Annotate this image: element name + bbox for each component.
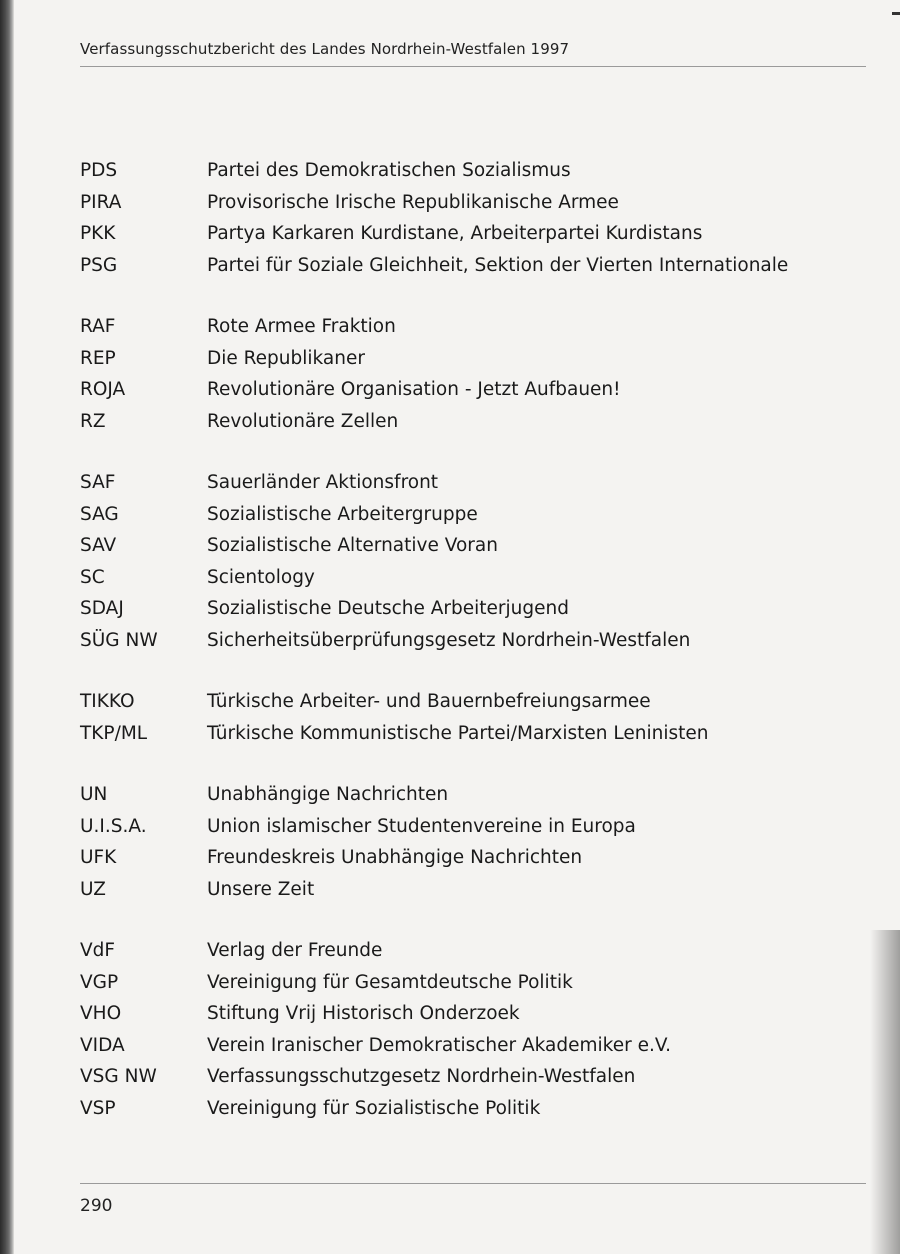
abbreviation: VIDA bbox=[80, 1034, 125, 1056]
definition: Sozialistische Alternative Voran bbox=[207, 535, 498, 556]
abbreviation: SAV bbox=[80, 535, 117, 556]
definition: Unsere Zeit bbox=[207, 878, 315, 900]
scan-corner-mark bbox=[892, 12, 900, 15]
list-item bbox=[80, 499, 870, 531]
list-item bbox=[80, 998, 870, 1030]
abbreviation-group-s bbox=[80, 467, 870, 656]
list-item bbox=[80, 625, 870, 657]
list-item bbox=[80, 593, 870, 625]
list-item bbox=[80, 935, 870, 967]
list-item bbox=[80, 779, 870, 811]
list-item bbox=[80, 967, 870, 999]
list-item bbox=[80, 374, 870, 406]
abbreviation: PKK bbox=[80, 223, 116, 244]
definition: Verfassungsschutzgesetz Nordrhein-Westfalen bbox=[207, 1066, 636, 1087]
abbreviation: SC bbox=[80, 566, 105, 588]
definition: Verein Iranischer Demokratischer Akademiker e.V. bbox=[207, 1034, 672, 1056]
abbreviation: VGP bbox=[80, 971, 119, 993]
abbreviation-list bbox=[80, 155, 870, 1154]
list-item bbox=[80, 1030, 870, 1062]
definition: Vereinigung für Gesamtdeutsche Politik bbox=[207, 971, 573, 993]
abbreviation: REP bbox=[80, 347, 116, 369]
book-binding-shadow bbox=[0, 0, 14, 1254]
abbreviation: UZ bbox=[80, 878, 106, 900]
definition: Provisorische Irische Republikanische Armee bbox=[207, 191, 619, 213]
abbreviation: VSG NW bbox=[80, 1066, 157, 1087]
definition: Türkische Kommunistische Partei/Marxisten Leninisten bbox=[207, 722, 709, 744]
abbreviation: TIKKO bbox=[80, 691, 135, 712]
definition: Partei für Soziale Gleichheit, Sektion der Vierten Internationale bbox=[207, 254, 789, 276]
abbreviation-group-p bbox=[80, 155, 870, 281]
abbreviation: UN bbox=[80, 784, 108, 805]
list-item bbox=[80, 1061, 870, 1093]
definition: Revolutionäre Organisation - Jetzt Aufbauen! bbox=[207, 379, 621, 400]
list-item bbox=[80, 155, 870, 187]
abbreviation: TKP/ML bbox=[80, 722, 148, 744]
definition: Rote Armee Fraktion bbox=[207, 316, 396, 337]
definition: Partya Karkaren Kurdistane, Arbeiterpartei Kurdistans bbox=[207, 223, 703, 244]
definition: Sauerländer Aktionsfront bbox=[207, 472, 439, 493]
definition: Sicherheitsüberprüfungsgesetz Nordrhein-Westfalen bbox=[207, 629, 691, 651]
definition: Sozialistische Arbeitergruppe bbox=[207, 503, 478, 525]
definition: Türkische Arbeiter- und Bauernbefreiungsarmee bbox=[207, 691, 651, 712]
abbreviation: VHO bbox=[80, 1003, 122, 1024]
definition: Verlag der Freunde bbox=[207, 940, 383, 961]
abbreviation: PSG bbox=[80, 254, 118, 276]
definition: Unabhängige Nachrichten bbox=[207, 784, 449, 805]
abbreviation: SÜG NW bbox=[80, 629, 158, 651]
list-item bbox=[80, 530, 870, 562]
abbreviation: VdF bbox=[80, 940, 116, 961]
definition: Die Republikaner bbox=[207, 347, 365, 369]
list-item bbox=[80, 311, 870, 343]
abbreviation-group-v bbox=[80, 935, 870, 1124]
abbreviation: VSP bbox=[80, 1097, 116, 1119]
definition: Revolutionäre Zellen bbox=[207, 410, 399, 432]
list-item bbox=[80, 467, 870, 499]
list-item bbox=[80, 686, 870, 718]
abbreviation-group-r bbox=[80, 311, 870, 437]
list-item bbox=[80, 218, 870, 250]
abbreviation: U.I.S.A. bbox=[80, 815, 147, 837]
abbreviation: PDS bbox=[80, 160, 118, 181]
abbreviation: RZ bbox=[80, 410, 106, 432]
definition: Sozialistische Deutsche Arbeiterjugend bbox=[207, 598, 569, 619]
abbreviation: PIRA bbox=[80, 191, 122, 213]
page-number: 290 bbox=[80, 1196, 113, 1216]
page-edge-shadow bbox=[870, 930, 900, 1254]
list-item bbox=[80, 842, 870, 874]
definition: Stiftung Vrij Historisch Onderzoek bbox=[207, 1003, 520, 1024]
abbreviation-group-t bbox=[80, 686, 870, 749]
definition: Freundeskreis Unabhängige Nachrichten bbox=[207, 847, 583, 868]
list-item bbox=[80, 1093, 870, 1125]
list-item bbox=[80, 343, 870, 375]
list-item bbox=[80, 811, 870, 843]
list-item bbox=[80, 250, 870, 282]
abbreviation: SDAJ bbox=[80, 598, 124, 619]
list-item bbox=[80, 718, 870, 750]
list-item bbox=[80, 874, 870, 906]
abbreviation: ROJA bbox=[80, 379, 126, 400]
definition: Partei des Demokratischen Sozialismus bbox=[207, 160, 571, 181]
list-item bbox=[80, 406, 870, 438]
definition: Scientology bbox=[207, 566, 315, 588]
list-item bbox=[80, 562, 870, 594]
abbreviation: UFK bbox=[80, 847, 117, 868]
abbreviation: SAF bbox=[80, 472, 116, 493]
list-item bbox=[80, 187, 870, 219]
footer-rule bbox=[80, 1183, 866, 1184]
definition: Union islamischer Studentenvereine in Europa bbox=[207, 815, 636, 837]
abbreviation-group-u bbox=[80, 779, 870, 905]
abbreviation: SAG bbox=[80, 503, 119, 525]
header-rule bbox=[80, 66, 866, 67]
definition: Vereinigung für Sozialistische Politik bbox=[207, 1097, 541, 1119]
abbreviation: RAF bbox=[80, 316, 116, 337]
running-header: Verfassungsschutzbericht des Landes Nordrhein-Westfalen 1997 bbox=[80, 40, 570, 58]
